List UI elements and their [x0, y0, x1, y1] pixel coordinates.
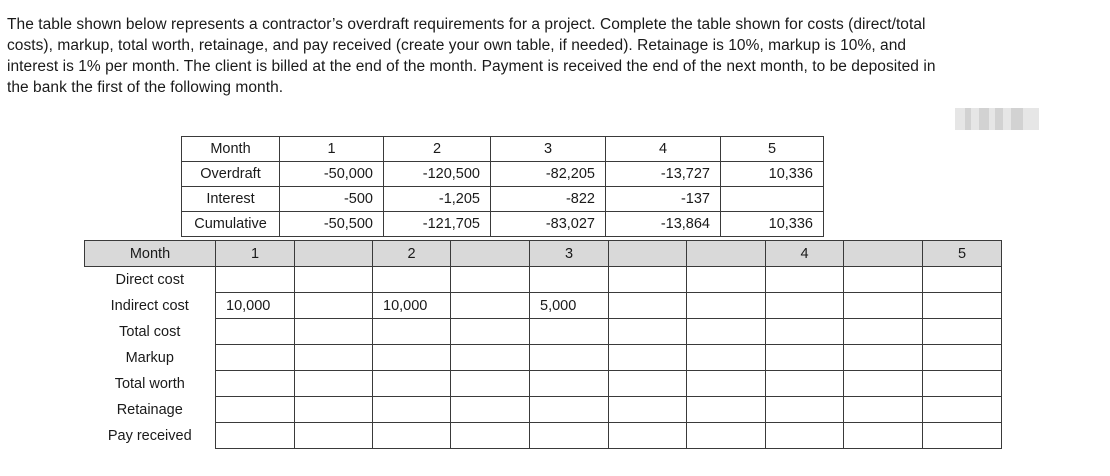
value-cell[interactable] [373, 345, 451, 371]
value-cell[interactable] [295, 345, 373, 371]
value-cell[interactable] [923, 267, 1002, 293]
month-cell: 2 [384, 137, 491, 162]
row-label: Total worth [114, 375, 185, 392]
overdraft-table [181, 136, 824, 237]
overdraft-row-overdraft [182, 162, 824, 187]
value-cell[interactable] [609, 345, 687, 371]
value-cell[interactable] [844, 319, 923, 345]
value-cell: -13,864 [606, 212, 721, 237]
value-cell[interactable] [373, 267, 451, 293]
value-cell[interactable] [844, 293, 923, 319]
overdraft-row-month [182, 137, 824, 162]
value-cell[interactable] [530, 267, 609, 293]
billing-table [84, 240, 1002, 449]
header-cell [687, 241, 766, 267]
row-label: Total cost [119, 323, 181, 340]
value-cell[interactable] [687, 423, 766, 449]
value-cell[interactable]: 5,000 [530, 293, 609, 319]
value-cell[interactable]: 10,000 [216, 293, 295, 319]
value-cell[interactable] [295, 371, 373, 397]
value-cell[interactable] [844, 371, 923, 397]
overdraft-row-interest [182, 187, 824, 212]
header-cell [451, 241, 530, 267]
value-cell[interactable] [687, 397, 766, 423]
value-cell[interactable] [766, 371, 844, 397]
value-cell[interactable] [766, 267, 844, 293]
value-cell[interactable] [373, 319, 451, 345]
value-cell[interactable] [844, 267, 923, 293]
value-cell[interactable] [451, 319, 530, 345]
row-label: Retainage [116, 401, 183, 418]
value-cell[interactable] [373, 371, 451, 397]
row-label: Month [182, 137, 280, 162]
redacted-mark [955, 108, 1039, 130]
value-cell[interactable] [530, 423, 609, 449]
billing-row-indirect-cost [85, 293, 1002, 319]
value-cell[interactable] [295, 423, 373, 449]
value-cell: 10,336 [721, 162, 824, 187]
value-cell[interactable] [295, 267, 373, 293]
value-cell: -50,500 [280, 212, 384, 237]
billing-row-pay-received [85, 423, 1002, 449]
value-cell[interactable] [530, 319, 609, 345]
value-cell[interactable] [923, 423, 1002, 449]
value-cell[interactable] [216, 397, 295, 423]
header-cell [609, 241, 687, 267]
row-label: Markup [125, 349, 174, 366]
value-cell[interactable] [609, 371, 687, 397]
month-cell: 5 [721, 137, 824, 162]
problem-statement [7, 14, 1097, 98]
value-cell[interactable] [687, 267, 766, 293]
value-cell[interactable] [373, 397, 451, 423]
value-cell[interactable] [844, 397, 923, 423]
month-cell: 5 [923, 241, 1002, 267]
value-cell[interactable] [451, 371, 530, 397]
value-cell[interactable] [923, 397, 1002, 423]
value-cell[interactable] [451, 423, 530, 449]
value-cell[interactable] [451, 397, 530, 423]
billing-row-direct-cost [85, 267, 1002, 293]
month-cell: 3 [491, 137, 606, 162]
row-label: Cumulative [182, 212, 280, 237]
value-cell[interactable] [766, 319, 844, 345]
month-cell: 3 [530, 241, 609, 267]
value-cell[interactable] [923, 371, 1002, 397]
header-cell [844, 241, 923, 267]
month-cell: 1 [216, 241, 295, 267]
value-cell[interactable] [609, 423, 687, 449]
value-cell[interactable] [609, 293, 687, 319]
value-cell[interactable] [216, 345, 295, 371]
value-cell[interactable] [766, 397, 844, 423]
billing-row-total-worth [85, 371, 1002, 397]
value-cell[interactable] [844, 423, 923, 449]
billing-row-markup [85, 345, 1002, 371]
row-label: Pay received [107, 427, 192, 444]
value-cell[interactable] [216, 423, 295, 449]
problem-line: costs), markup, total worth, retainage, and pay received (create your own table, if needed). Retainage is 10%, markup is 10%, and [7, 37, 907, 54]
value-cell[interactable] [687, 293, 766, 319]
value-cell: -13,727 [606, 162, 721, 187]
value-cell[interactable] [687, 345, 766, 371]
value-cell: -137 [606, 187, 721, 212]
value-cell: -822 [491, 187, 606, 212]
value-cell: -50,000 [280, 162, 384, 187]
value-cell: -121,705 [384, 212, 491, 237]
value-cell: -1,205 [384, 187, 491, 212]
value-cell[interactable] [373, 423, 451, 449]
problem-line: interest is 1% per month. The client is billed at the end of the month. Payment is received the end of the next month, to be deposited in [7, 58, 936, 75]
value-cell[interactable] [844, 345, 923, 371]
header-cell [295, 241, 373, 267]
row-label: Overdraft [182, 162, 280, 187]
value-cell[interactable] [295, 397, 373, 423]
value-cell[interactable] [609, 267, 687, 293]
row-label: Interest [182, 187, 280, 212]
month-cell: 1 [280, 137, 384, 162]
value-cell[interactable] [451, 267, 530, 293]
value-cell[interactable] [295, 293, 373, 319]
row-label: Indirect cost [110, 297, 189, 314]
value-cell[interactable] [923, 319, 1002, 345]
value-cell[interactable] [923, 345, 1002, 371]
overdraft-row-cumulative [182, 212, 824, 237]
value-cell[interactable] [766, 345, 844, 371]
value-cell[interactable] [530, 397, 609, 423]
value-cell[interactable] [609, 397, 687, 423]
value-cell[interactable] [687, 319, 766, 345]
value-cell[interactable] [530, 345, 609, 371]
month-cell: 4 [766, 241, 844, 267]
value-cell[interactable] [609, 319, 687, 345]
billing-header-row [85, 241, 1002, 267]
month-cell: 4 [606, 137, 721, 162]
value-cell[interactable] [923, 293, 1002, 319]
value-cell[interactable]: 10,000 [373, 293, 451, 319]
value-cell[interactable] [295, 319, 373, 345]
row-label: Month [85, 241, 216, 267]
value-cell[interactable] [766, 293, 844, 319]
value-cell [721, 187, 824, 212]
value-cell[interactable] [216, 319, 295, 345]
value-cell[interactable] [451, 293, 530, 319]
row-label: Direct cost [115, 271, 184, 288]
value-cell[interactable] [216, 267, 295, 293]
value-cell[interactable] [530, 371, 609, 397]
value-cell[interactable] [766, 423, 844, 449]
value-cell[interactable] [451, 345, 530, 371]
month-cell: 2 [373, 241, 451, 267]
problem-line: the bank the first of the following month. [7, 79, 284, 96]
value-cell[interactable] [687, 371, 766, 397]
value-cell[interactable] [216, 371, 295, 397]
value-cell: -83,027 [491, 212, 606, 237]
billing-row-retainage [85, 397, 1002, 423]
billing-row-total-cost [85, 319, 1002, 345]
value-cell: -120,500 [384, 162, 491, 187]
value-cell: -500 [280, 187, 384, 212]
value-cell: -82,205 [491, 162, 606, 187]
problem-line: The table shown below represents a contractor’s overdraft requirements for a project. Complete the table shown for costs (direct/total [7, 16, 926, 33]
value-cell: 10,336 [721, 212, 824, 237]
